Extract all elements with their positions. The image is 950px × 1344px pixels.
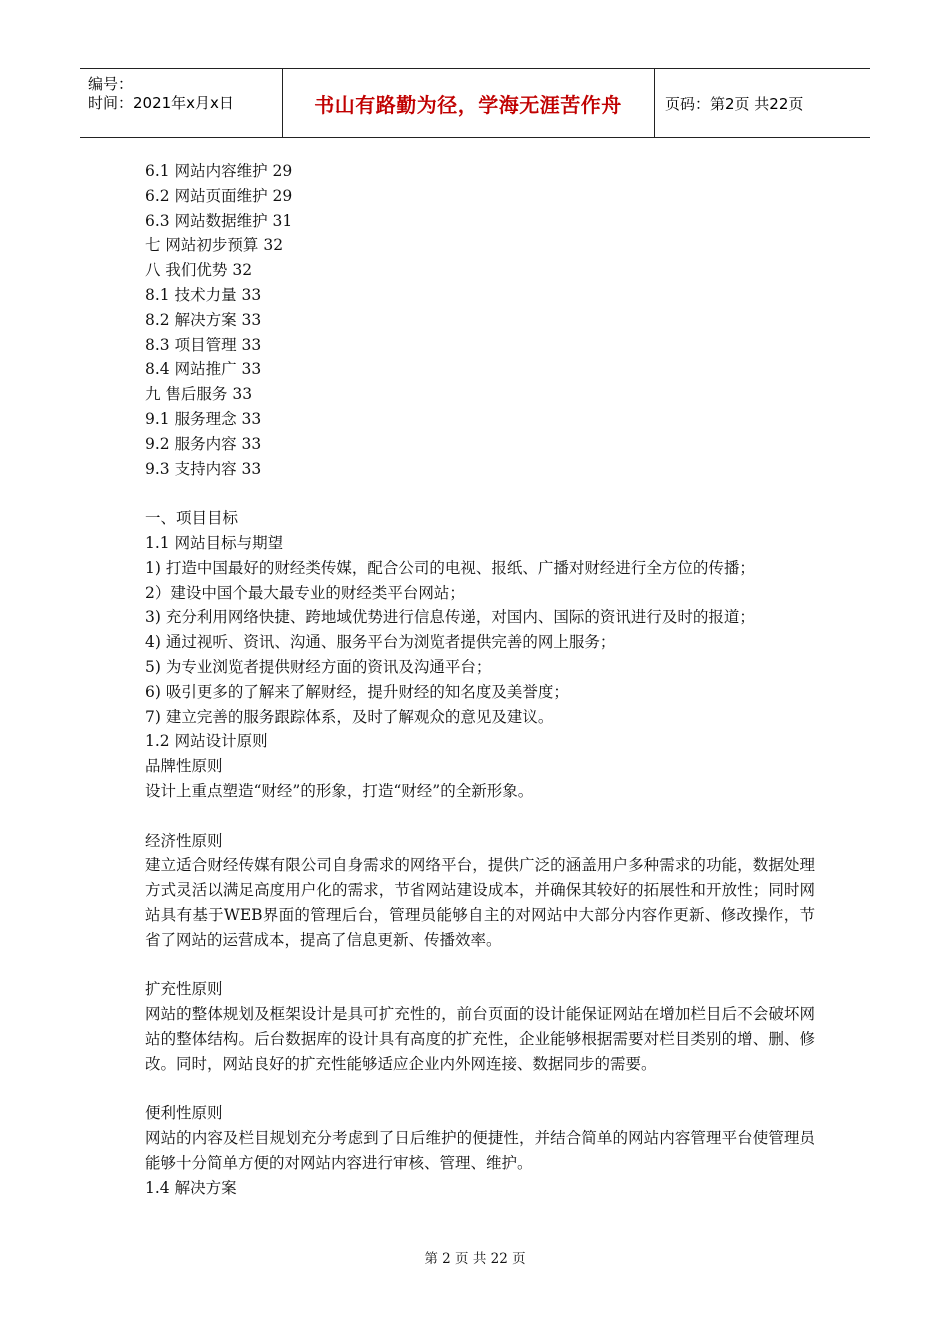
principle-title: 品牌性原则 bbox=[145, 757, 223, 776]
date-label: 时间：2021年x月x日 bbox=[88, 94, 234, 112]
toc-item: 6.1 网站内容维护 29 bbox=[145, 162, 293, 180]
goal-item: 5) 为专业浏览者提供财经方面的资讯及沟通平台； bbox=[145, 657, 492, 676]
principle-text: 建立适合财经传媒有限公司自身需求的网络平台，提供广泛的涵盖用户多种需求的功能，数据处理方式灵活以满足高度用户化的需求，节省网站建设成本，并确保其较好的拓展性和开放性；同时网站具有基于WEB界面的管理后台，管理员能够自主的对网站中大部分内容作更新、修改操作，节省了网站的运营成本，提高了信息更新、传播效率。 bbox=[145, 856, 815, 949]
header-motto: 书山有路勤为径，学海无涯苦作舟 bbox=[314, 92, 622, 117]
header-divider bbox=[654, 69, 655, 137]
sub-heading: 1.1 网站目标与期望 bbox=[145, 533, 284, 552]
toc-item: 9.1 服务理念 33 bbox=[145, 409, 262, 428]
toc-item: 8.1 技术力量 33 bbox=[145, 285, 262, 304]
number-label: 编号： bbox=[88, 75, 134, 93]
toc-item: 9.2 服务内容 33 bbox=[145, 434, 262, 453]
goals-list bbox=[145, 556, 815, 730]
toc-item: 6.3 网站数据维护 31 bbox=[145, 211, 293, 230]
table-of-contents bbox=[145, 159, 815, 481]
principle-title: 扩充性原则 bbox=[145, 980, 223, 999]
goal-item: 7) 建立完善的服务跟踪体系，及时了解观众的意见及建议。 bbox=[145, 707, 554, 726]
toc-item: 8.3 项目管理 33 bbox=[145, 335, 262, 354]
toc-item: 6.2 网站页面维护 29 bbox=[145, 186, 293, 205]
toc-item: 8.4 网站推广 33 bbox=[145, 360, 262, 379]
spacer bbox=[145, 481, 815, 506]
principle-text: 网站的内容及栏目规划充分考虑到了日后维护的便捷性，并结合简单的网站内容管理平台使管理员能够十分简单方便的对网站内容进行审核、管理、维护。 bbox=[145, 1129, 815, 1172]
sub-heading: 1.2 网站设计原则 bbox=[145, 732, 268, 751]
principle-text: 网站的整体规划及框架设计是具可扩充性的，前台页面的设计能保证网站在增加栏目后不会破坏网站的整体结构。后台数据库的设计具有高度的扩充性，企业能够根据需要对栏目类别的增、删、修改。同时，网站良好的扩充性能够适应企业内外网连接、数据同步的需要。 bbox=[145, 1005, 815, 1073]
spacer bbox=[145, 953, 815, 978]
toc-item: 8.2 解决方案 33 bbox=[145, 310, 262, 329]
goal-item: 1) 打造中国最好的财经类传媒，配合公司的电视、报纸、广播对财经进行全方位的传播； bbox=[145, 558, 755, 577]
spacer bbox=[145, 804, 815, 829]
toc-item: 八 我们优势 32 bbox=[145, 261, 253, 280]
principle-title: 便利性原则 bbox=[145, 1104, 223, 1123]
goal-item: 6) 吸引更多的了解来了解财经，提升财经的知名度及美誉度； bbox=[145, 682, 569, 701]
sub-heading: 1.4 解决方案 bbox=[145, 1178, 237, 1197]
document-header bbox=[80, 68, 870, 138]
goal-item: 2）建设中国个最大最专业的财经类平台网站； bbox=[145, 583, 465, 602]
goal-item: 3) 充分利用网络快捷、跨地域优势进行信息传递，对国内、国际的资讯进行及时的报道； bbox=[145, 608, 755, 627]
goal-item: 4) 通过视听、资讯、沟通、服务平台为浏览者提供完善的网上服务； bbox=[145, 633, 616, 652]
header-meta bbox=[88, 75, 234, 113]
toc-item: 9.3 支持内容 33 bbox=[145, 459, 262, 478]
page-footer: 第 2 页 共 22 页 bbox=[424, 1251, 526, 1267]
spacer bbox=[145, 1076, 815, 1101]
toc-item: 七 网站初步预算 32 bbox=[145, 236, 284, 255]
header-page-label: 页码：第2页 共22页 bbox=[665, 94, 804, 113]
principle-text: 设计上重点塑造“财经”的形象，打造“财经”的全新形象。 bbox=[145, 781, 534, 800]
document-body bbox=[145, 159, 815, 1200]
section-heading: 一、项目目标 bbox=[145, 509, 239, 528]
principle-title: 经济性原则 bbox=[145, 831, 223, 850]
toc-item: 九 售后服务 33 bbox=[145, 385, 253, 404]
